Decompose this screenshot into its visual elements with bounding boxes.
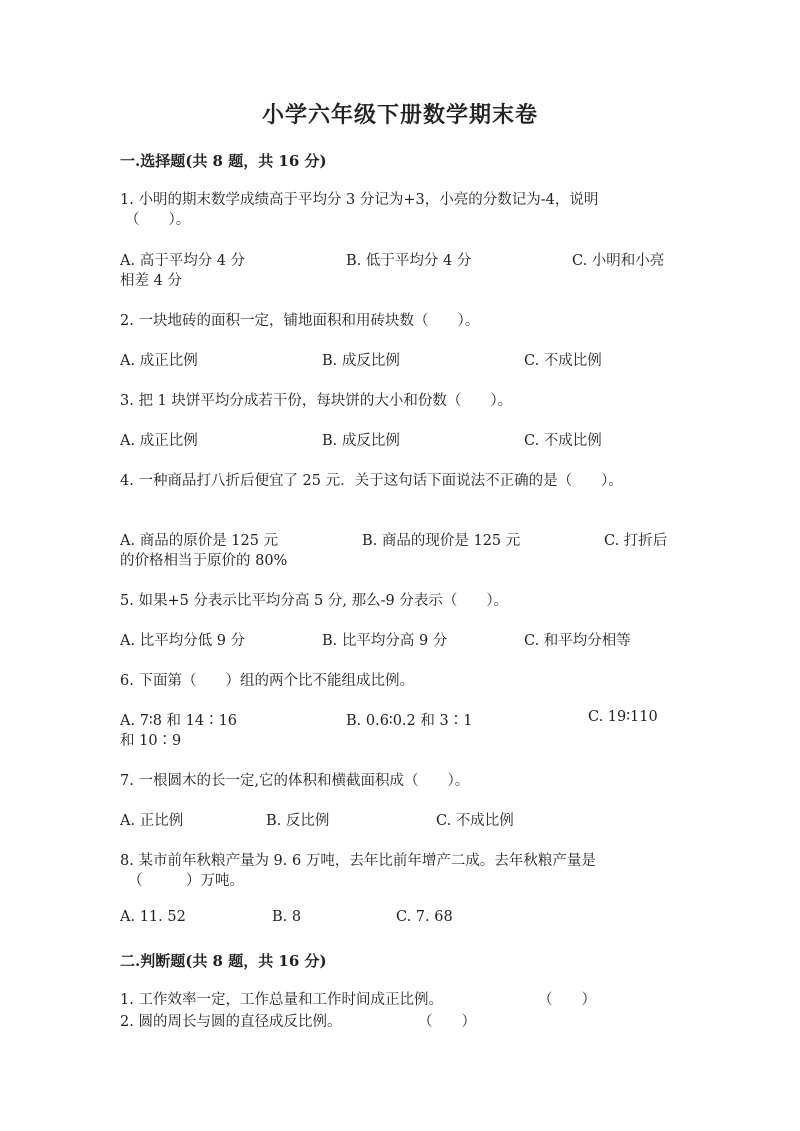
option-c: C. 和平均分相等 [524, 633, 631, 649]
option-a: A. 商品的原价是 125 元 [120, 533, 279, 549]
option-c: C. 打折后 [604, 533, 668, 549]
option-a: A. 比平均分低 9 分 [120, 633, 246, 649]
option-c: C. 不成比例 [436, 813, 514, 829]
option-a: A. 成正比例 [120, 353, 198, 369]
section-heading: 二.判断题(共 8 题，共 16 分) [120, 952, 327, 970]
question-text: （ ）。 [125, 212, 191, 228]
option-c: C. 不成比例 [524, 353, 602, 369]
question-text: 8. 某市前年秋粮产量为 9. 6 万吨，去年比前年增产二成。去年秋粮产量是 [120, 853, 596, 869]
question-text: 7. 一根圆木的长一定,它的体积和横截面积成（ ）。 [120, 773, 470, 789]
option-continuation: 和 10∶9 [120, 733, 182, 749]
question-text: 6. 下面第（ ）组的两个比不能组成比例。 [120, 673, 414, 689]
option-b: B. 反比例 [266, 813, 330, 829]
question-text: 1. 小明的期末数学成绩高于平均分 3 分记为+3，小亮的分数记为-4，说明 [120, 192, 599, 208]
option-c: C. 不成比例 [524, 433, 602, 449]
option-b: B. 0.6∶0.2 和 3∶1 [346, 713, 473, 729]
option-b: B. 成反比例 [322, 433, 400, 449]
option-continuation: 的价格相当于原价的 80% [120, 553, 288, 569]
option-c: C. 7. 68 [396, 909, 453, 925]
section-heading: 一.选择题(共 8 题，共 16 分) [120, 152, 327, 170]
option-b: B. 8 [272, 909, 302, 925]
question-text: 2. 圆的周长与圆的直径成反比例。 [120, 1014, 342, 1030]
answer-parens: （ ） [538, 992, 596, 1008]
option-a: A. 成正比例 [120, 433, 198, 449]
option-continuation: 相差 4 分 [120, 273, 182, 289]
option-b: B. 比平均分高 9 分 [322, 633, 448, 649]
option-b: B. 商品的现价是 125 元 [362, 533, 521, 549]
question-text: 3. 把 1 块饼平均分成若干份，每块饼的大小和份数（ ）。 [120, 393, 513, 409]
answer-parens: （ ） [418, 1014, 476, 1030]
question-text: （ ）万吨。 [128, 873, 244, 889]
question-text: 4. 一种商品打八折后便宜了 25 元．关于这句话下面说法不正确的是（ ）。 [120, 473, 623, 489]
option-b: B. 低于平均分 4 分 [346, 253, 472, 269]
question-text: 1. 工作效率一定，工作总量和工作时间成正比例。 [120, 992, 443, 1008]
option-c: C. 19∶110 [588, 709, 658, 725]
option-a: A. 正比例 [120, 813, 184, 829]
option-c: C. 小明和小亮 [572, 253, 665, 269]
option-a: A. 7∶8 和 14∶16 [120, 713, 238, 729]
question-text: 5. 如果+5 分表示比平均分高 5 分, 那么-9 分表示（ ）。 [120, 593, 509, 609]
page-title: 小学六年级下册数学期末卷 [261, 102, 538, 128]
question-text: 2. 一块地砖的面积一定，铺地面积和用砖块数（ ）。 [120, 313, 480, 329]
option-a: A. 高于平均分 4 分 [120, 253, 246, 269]
option-a: A. 11. 52 [120, 909, 186, 925]
option-b: B. 成反比例 [322, 353, 400, 369]
